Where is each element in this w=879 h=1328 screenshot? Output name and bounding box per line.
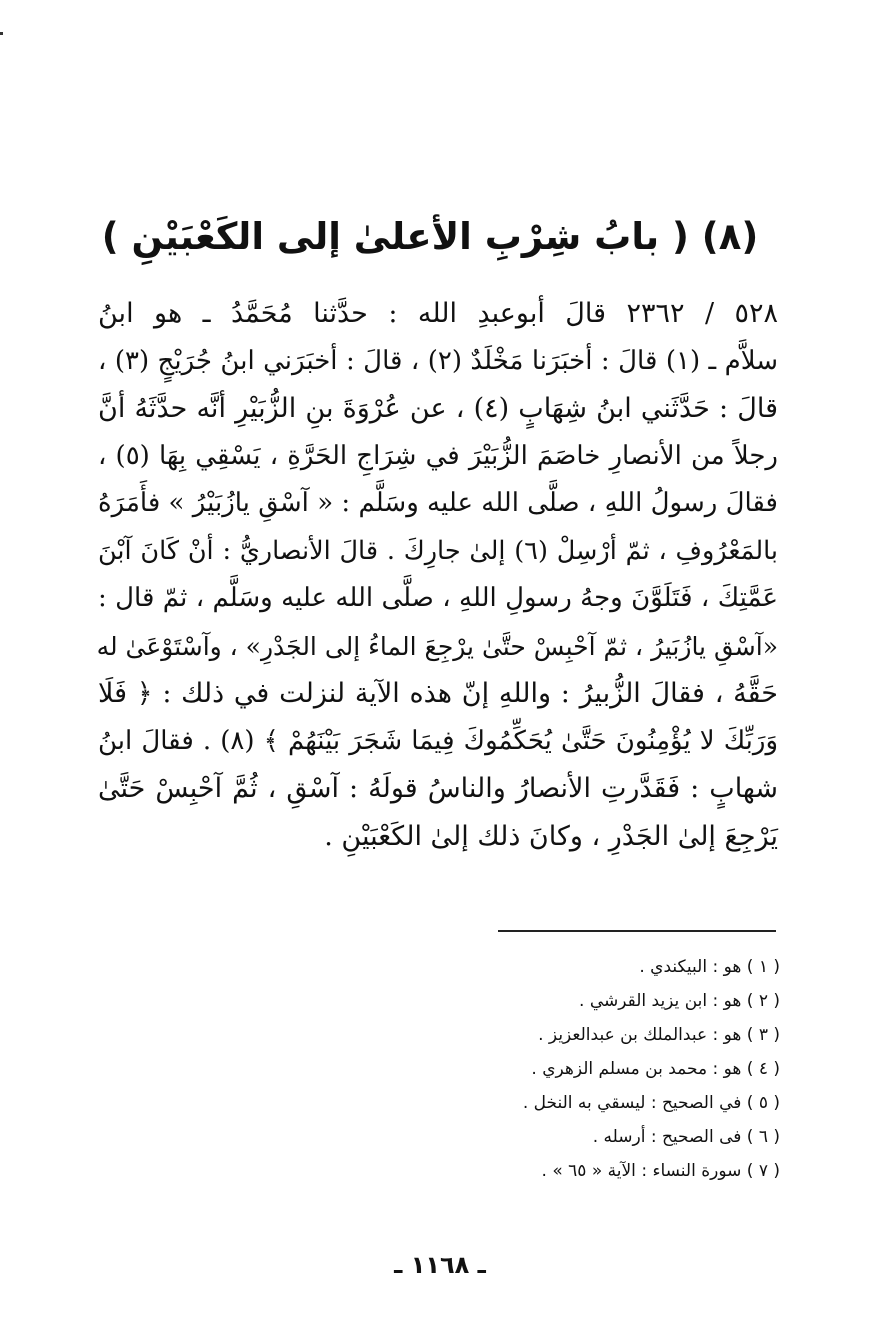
footnote-item: ( ٥ ) في الصحيح : ليسقي به النخل . (522, 1093, 780, 1113)
footnote-item: ( ٤ ) هو : محمد بن مسلم الزهري . (531, 1059, 780, 1079)
text-line: ٥٢٨ / ٢٣٦٢ قالَ أبوعبدِ الله : حدَّثنا مُحَمَّدُ ـ هو ابنُ (98, 298, 779, 329)
text-line: يَرْجِعَ إلىٰ الجَدْرِ ، وكانَ ذلك إلىٰ الكَعْبَيْنِ . (324, 820, 778, 852)
text-line: شهابٍ : فَقَدَّرتِ الأنصارُ والناسُ قولَهُ : آسْقِ ، ثُمَّ آحْبِسْ حَتَّىٰ (98, 773, 778, 804)
footnote-item: ( ٧ ) سورة النساء : الآية « ٦٥ » . (541, 1161, 780, 1181)
text-line: حَقَّهُ ، فقالَ الزُّبيرُ : واللهِ إنّ هذه الآية لنزلت في ذلك : ﴿ فَلَا (98, 678, 778, 709)
footnote-item: ( ٢ ) هو : ابن يزيد القرشي . (579, 991, 780, 1011)
scan-mark (0, 32, 3, 35)
text-line: سلاَّم ـ (١) قالَ : أخبَرَنا مَخْلَدٌ (٢) ، قالَ : أخبَرَني ابنُ جُرَيْجٍ (٣) ، (98, 345, 778, 376)
footnote-item: ( ٣ ) هو : عبدالملك بن عبدالعزيز . (538, 1025, 780, 1045)
hadith-text (98, 290, 778, 860)
text-line: وَرَبِّكَ لا يُؤْمِنُونَ حَتَّىٰ يُحَكِّمُوكَ فِيمَا شَجَرَ بَيْنَهُمْ ﴾ (٨) . فقالَ ابنُ (98, 725, 778, 756)
footnote-item: ( ٦ ) فى الصحيح : أرسله . (592, 1127, 780, 1147)
chapter-heading: (٨) ( بابُ شِرْبِ الأعلىٰ إلى الكَعْبَيْنِ ) (101, 215, 759, 258)
text-line: قالَ : حَدَّثَني ابنُ شِهَابٍ (٤) ، عن عُرْوَةَ بنِ الزُّبَيْرِ أنَّه حدَّثَهُ أنَّ (98, 393, 778, 424)
text-line: عَمَّتِكَ ، فَتَلَوَّنَ وجهُ رسولِ اللهِ ، صلَّى الله عليه وسَلَّم ، ثمّ قال : (98, 583, 778, 613)
footnotes (360, 950, 780, 1188)
text-line: رجلاً من الأنصارِ خاصَمَ الزُّبَيْرَ في شِرَاجِ الحَرَّةِ ، يَسْقِي بِهَا (٥) ، (98, 440, 778, 471)
page-number: ـ ١١٦٨ ـ (394, 1251, 486, 1279)
footnote-item: ( ١ ) هو : البيكندي . (639, 957, 780, 977)
footnote-divider (498, 930, 776, 932)
text-line: فقالَ رسولُ اللهِ ، صلَّى الله عليه وسَلَّم : « آسْقِ يازُبَيْرُ » فأَمَرَهُ (98, 488, 778, 518)
text-line: «آسْقِ يازُبَيرُ ، ثمّ آحْبِسْ حتَّىٰ يرْجِعَ الماءُ إلى الجَدْرِ» ، وآسْتَوْعَىٰ له (96, 631, 778, 661)
text-line: بالمَعْرُوفِ ، ثمّ أرْسِلْ (٦) إلىٰ جارِكَ . قالَ الأنصاريُّ : أنْ كَانَ آبْنَ (98, 535, 779, 566)
